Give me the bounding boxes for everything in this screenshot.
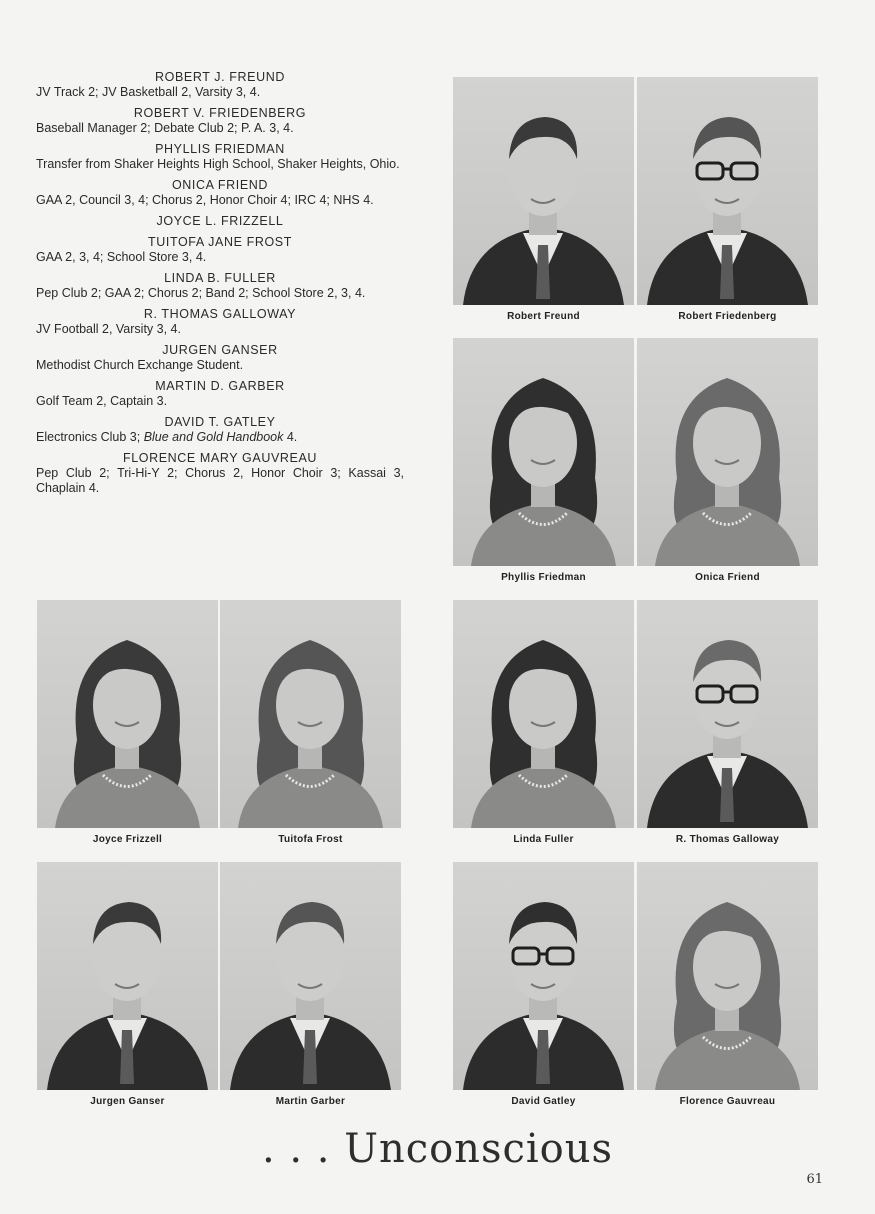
portrait-caption: Jurgen Ganser [90, 1096, 165, 1107]
bio-name: LINDA B. FULLER [164, 271, 276, 285]
bio-activities: Methodist Church Exchange Student. [36, 358, 244, 372]
portrait-caption: David Gatley [511, 1096, 576, 1107]
portrait-caption: Martin Garber [275, 1096, 346, 1107]
bio-activities: Pep Club 2; GAA 2; Chorus 2; Band 2; School Store 2, 3, 4. [36, 286, 366, 300]
portrait-image [637, 862, 818, 1090]
portrait-image [37, 862, 218, 1090]
bio-entry [36, 70, 404, 100]
bio-entry [36, 106, 404, 136]
portrait-photo [220, 862, 401, 1090]
portrait-photo [453, 338, 634, 566]
bio-name: MARTIN D. GARBER [155, 379, 285, 393]
bio-name: FLORENCE MARY GAUVREAU [122, 451, 318, 465]
bio-name: PHYLLIS FRIEDMAN [155, 142, 285, 156]
portrait-image [37, 600, 218, 828]
portrait-photo [637, 338, 818, 566]
portrait-photo [37, 600, 218, 828]
portrait-image [453, 600, 634, 828]
page-number: 61 [806, 1172, 823, 1187]
bio-activities-part: 4. [283, 430, 298, 444]
portrait-image [637, 77, 818, 305]
bio-name: ROBERT V. FRIEDENBERG [133, 106, 307, 120]
portrait-caption: Tuitofa Frost [278, 834, 343, 845]
bio-name: ROBERT J. FREUND [155, 70, 285, 84]
portrait-photo [453, 862, 634, 1090]
bio-list [36, 70, 404, 502]
portrait-photo [453, 77, 634, 305]
portrait-photo [453, 600, 634, 828]
portrait-photo [637, 862, 818, 1090]
portrait-photo [220, 600, 401, 828]
portrait-caption: Phyllis Friedman [501, 572, 586, 583]
page-title: . . . Unconscious [261, 1126, 614, 1172]
bio-activities: Baseball Manager 2; Debate Club 2; P. A. 3, 4. [36, 121, 294, 135]
bio-entry [36, 142, 404, 172]
portrait-image [220, 862, 401, 1090]
bio-entry [36, 451, 404, 496]
bio-name: ONICA FRIEND [171, 178, 269, 192]
bio-name: JURGEN GANSER [162, 343, 278, 357]
bio-activities-italic: Blue and Gold Handbook [143, 430, 284, 444]
bio-activities: Transfer from Shaker Heights High School, Shaker Heights, Ohio. [36, 157, 400, 171]
bio-entry [36, 214, 404, 229]
bio-activities: GAA 2, 3, 4; School Store 3, 4. [36, 250, 207, 264]
bio-name: DAVID T. GATLEY [164, 415, 276, 429]
portrait-caption: Joyce Frizzell [92, 834, 163, 845]
bio-activities-part: Electronics Club 3; [36, 430, 144, 444]
portrait-caption: Robert Freund [507, 311, 580, 322]
bio-entry [36, 415, 404, 445]
portrait-photo [637, 77, 818, 305]
portrait-caption: R. Thomas Galloway [675, 834, 780, 845]
bio-activities: Golf Team 2, Captain 3. [36, 394, 168, 408]
portrait-image [637, 600, 818, 828]
portrait-caption: Florence Gauvreau [679, 1096, 776, 1107]
portrait-image [453, 77, 634, 305]
bio-entry [36, 271, 404, 301]
bio-entry [36, 235, 404, 265]
bio-name: TUITOFA JANE FROST [148, 235, 292, 249]
bio-activities: JV Track 2; JV Basketball 2, Varsity 3, 4. [36, 85, 261, 99]
portrait-caption: Linda Fuller [513, 834, 574, 845]
bio-name: JOYCE L. FRIZZELL [156, 214, 284, 228]
portrait-photo [637, 600, 818, 828]
bio-entry [36, 307, 404, 337]
bio-activities: JV Football 2, Varsity 3, 4. [36, 322, 181, 336]
portrait-image [637, 338, 818, 566]
bio-activities: GAA 2, Council 3, 4; Chorus 2, Honor Choir 4; IRC 4; NHS 4. [36, 193, 374, 207]
bio-activities: Pep Club 2; Tri-Hi-Y 2; Chorus 2, Honor Choir 3; Kassai 3, Chaplain 4. [36, 466, 404, 495]
portrait-image [453, 862, 634, 1090]
portrait-caption: Onica Friend [695, 572, 760, 583]
bio-entry [36, 379, 404, 409]
bio-entry [36, 343, 404, 373]
bio-activities [36, 430, 404, 445]
bio-entry [36, 178, 404, 208]
bio-name: R. THOMAS GALLOWAY [143, 307, 297, 321]
portrait-image [220, 600, 401, 828]
portrait-caption: Robert Friedenberg [678, 311, 777, 322]
portrait-image [453, 338, 634, 566]
portrait-photo [37, 862, 218, 1090]
